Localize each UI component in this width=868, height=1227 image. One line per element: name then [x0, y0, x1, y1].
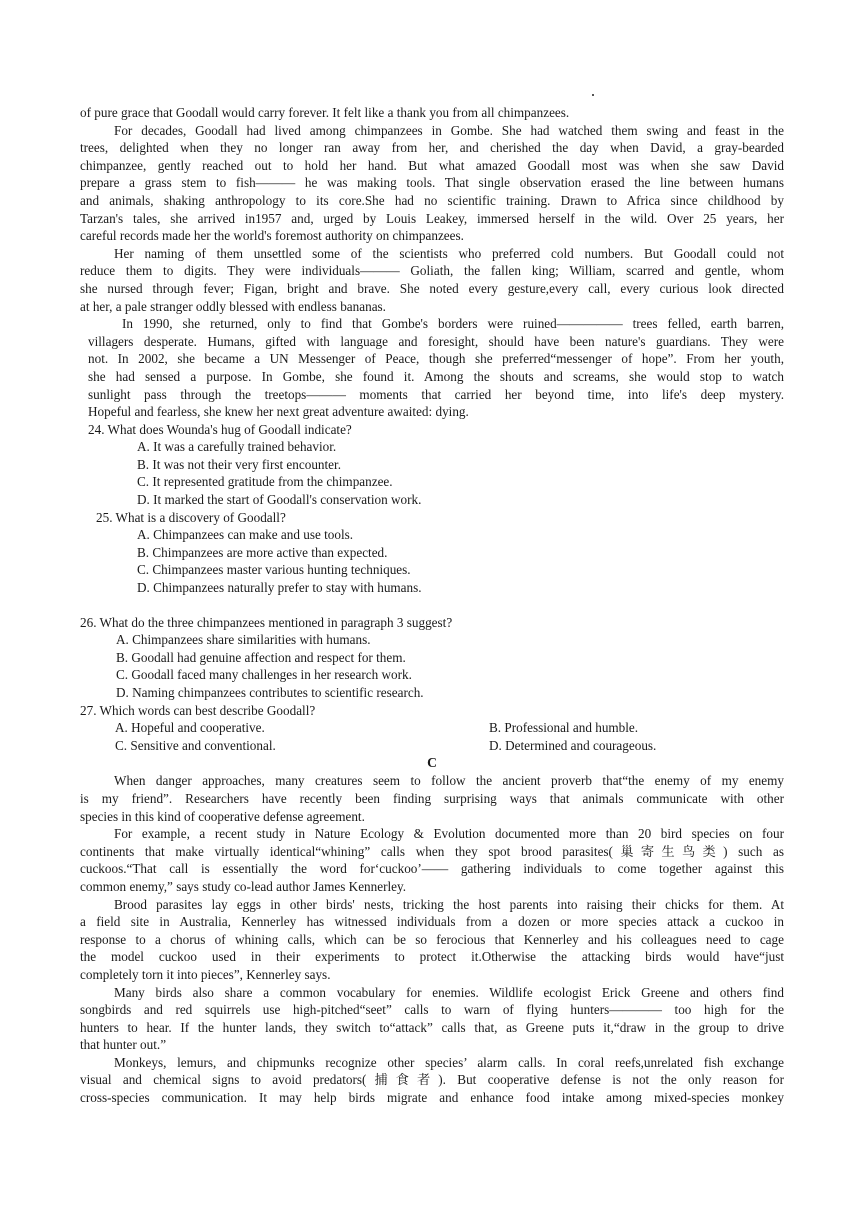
text-line: songbirds and red squirrels use high-pitched“seet” calls to warn of flying hunters———— too high for the [80, 1002, 784, 1018]
passage-b-paragraph-3 [80, 245, 784, 315]
text-line: When danger approaches, many creatures seem to follow the ancient proverb that“the enemy of my enemy [114, 773, 784, 789]
question-stem: 27. Which words can best describe Goodall? [80, 702, 316, 718]
passage-c-paragraph-2 [80, 825, 784, 895]
option-d: D. Determined and courageous. [489, 737, 657, 753]
text-line: For decades, Goodall had lived among chimpanzees in Gombe. She had watched them swing and feast in the [114, 122, 784, 138]
question-27 [80, 702, 784, 755]
option-a: A. Hopeful and cooperative. [115, 720, 265, 736]
exam-page [80, 104, 784, 1107]
question-25 [96, 509, 784, 597]
text-line: continents that make virtually identical“whining” calls when they spot brood parasites(巢寄生鸟类) such as [80, 843, 784, 859]
question-stem: 24. What does Wounda's hug of Goodall indicate? [88, 421, 352, 437]
option-d: D. Naming chimpanzees contributes to scientific research. [116, 685, 424, 700]
passage-c-paragraph-3 [80, 896, 784, 984]
option-d: D. Chimpanzees naturally prefer to stay with humans. [137, 580, 422, 596]
text-line: Tarzan's tales, she arrived in1957 and, urged by Louis Leakey, immersed herself in the wild. Over 25 years, her [80, 210, 784, 226]
text-line: of pure grace that Goodall would carry forever. It felt like a thank you from all chimpanzees. [80, 105, 570, 120]
text-line: Many birds also share a common vocabulary for enemies. Wildlife ecologist Erick Greene and others find [114, 984, 784, 1000]
text-line: Monkeys, lemurs, and chipmunks recognize other species’ alarm calls. In coral reefs,unrelated fish exchange [114, 1054, 784, 1070]
passage-c-paragraph-1 [80, 772, 784, 825]
text-line: response to a chorus of whining calls, which can be so ferocious that Kennerley and his colleagues need to cage [80, 931, 784, 947]
passage-b-fragment [80, 104, 784, 122]
text-line: trees, delighted when they no longer ran away from her, and cherished the day when David, a gray-bearded [80, 140, 784, 156]
text-line: careful records made her the world's foremost authority on chimpanzees. [80, 228, 464, 244]
text-line: Her naming of them unsettled some of the scientists who preferred cold numbers. But Goodall could not [114, 245, 784, 261]
question-stem: 26. What do the three chimpanzees mentioned in paragraph 3 suggest? [80, 614, 453, 630]
text-line: common enemy,” says study co-lead author James Kennerley. [80, 878, 407, 894]
question-stem: 25. What is a discovery of Goodall? [96, 509, 286, 525]
scan-speck [592, 94, 594, 96]
text-line: prepare a grass stem to fish——— he was making tools. That single observation erased the line between humans [80, 175, 784, 191]
passage-c-paragraph-4 [80, 984, 784, 1054]
text-line: visual and chemical signs to avoid predators(捕食者). But cooperative defense is not the only reason for [80, 1072, 784, 1088]
option-c: C. Sensitive and conventional. [115, 737, 276, 753]
text-line: In 1990, she returned, only to find that Gombe's borders were ruined————— trees felled, earth barren, [122, 316, 784, 332]
text-line: For example, a recent study in Nature Ecology & Evolution documented more than 20 bird species on four [114, 826, 784, 842]
option-d: D. It marked the start of Goodall's conservation work. [137, 492, 422, 508]
section-heading: C [427, 755, 437, 771]
option-a: A. Chimpanzees can make and use tools. [137, 527, 354, 543]
option-b: B. Chimpanzees are more active than expected. [137, 544, 388, 560]
text-line: not. In 2002, she became a UN Messenger of Peace, though she preferred“messenger of hope”. From her youth, [88, 351, 784, 367]
text-line: sunlight pass through the treetops——— moments that carried her beyond time, into life's deep mystery. [88, 386, 784, 402]
text-line: the model cuckoo used in their experiments to protect it.Otherwise the attacking birds would have“just [80, 949, 784, 965]
text-line: Brood parasites lay eggs in other birds' nests, tricking the host parents into raising their chicks for them. At [114, 896, 784, 912]
option-b: B. It was not their very first encounter. [137, 456, 341, 472]
option-a: A. Chimpanzees share similarities with humans. [116, 632, 371, 648]
text-line: chimpanzee, gently reached out to hold her hand. But what amazed Goodall most was when she saw David [80, 157, 784, 173]
text-line: is my friend”. Researchers have recently been finding surprising ways that animals communicate with other [80, 790, 784, 806]
text-line: Hopeful and fearless, she knew her next great adventure awaited: dying. [88, 404, 469, 420]
passage-b-paragraph-4 [88, 315, 784, 421]
text-line: villagers desperate. Humans, gifted with language and foresight, should have been nature's guardians. They were [88, 333, 784, 349]
question-24 [88, 421, 784, 509]
passage-c-paragraph-5 [80, 1054, 784, 1107]
option-b: B. Goodall had genuine affection and respect for them. [116, 649, 406, 665]
text-line: species in this kind of cooperative defense agreement. [80, 808, 365, 824]
text-line: completely torn it into pieces”, Kennerley says. [80, 966, 331, 982]
option-c: C. Goodall faced many challenges in her research work. [116, 667, 412, 683]
text-line: cross-species communication. It may help birds migrate and enhance food intake among mixed-species monkey [80, 1090, 784, 1106]
text-line: and animals, shaking anthropology to its core.She had no scientific training. Drawn to Africa since childhood by [80, 192, 784, 208]
passage-b-paragraph-2 [80, 122, 784, 245]
text-line: she nursed through fever; Figan, bright and brave. She noted every gesture,every call, every curious look directed [80, 280, 784, 296]
text-line: reduce them to digits. They were individuals——— Goliath, the fallen king; William, scarred and gentle, whom [80, 263, 784, 279]
text-line: she had sensed a purpose. In Gombe, she found it. Among the shouts and screams, she would stop to watch [88, 368, 784, 384]
text-line: at her, a pale stranger oddly blessed with endless bananas. [80, 298, 386, 314]
option-a: A. It was a carefully trained behavior. [137, 439, 337, 455]
text-line: that hunter out.” [80, 1037, 167, 1053]
question-26 [80, 614, 784, 702]
option-c: C. It represented gratitude from the chimpanzee. [137, 474, 393, 490]
option-c: C. Chimpanzees master various hunting techniques. [137, 562, 411, 578]
text-line: cuckoos.“That call is essentially the word for‘cuckoo’—— gathering individuals to come together against this [80, 861, 784, 877]
text-line: a field site in Australia, Kennerley has witnessed individuals from a dozen or more species attack a cuckoo in [80, 914, 784, 930]
text-line: hunters to hear. If the hunter lands, they switch to“attack” calls that, as Greene puts it,“draw in the group to drive [80, 1019, 784, 1035]
option-b: B. Professional and humble. [489, 720, 639, 736]
